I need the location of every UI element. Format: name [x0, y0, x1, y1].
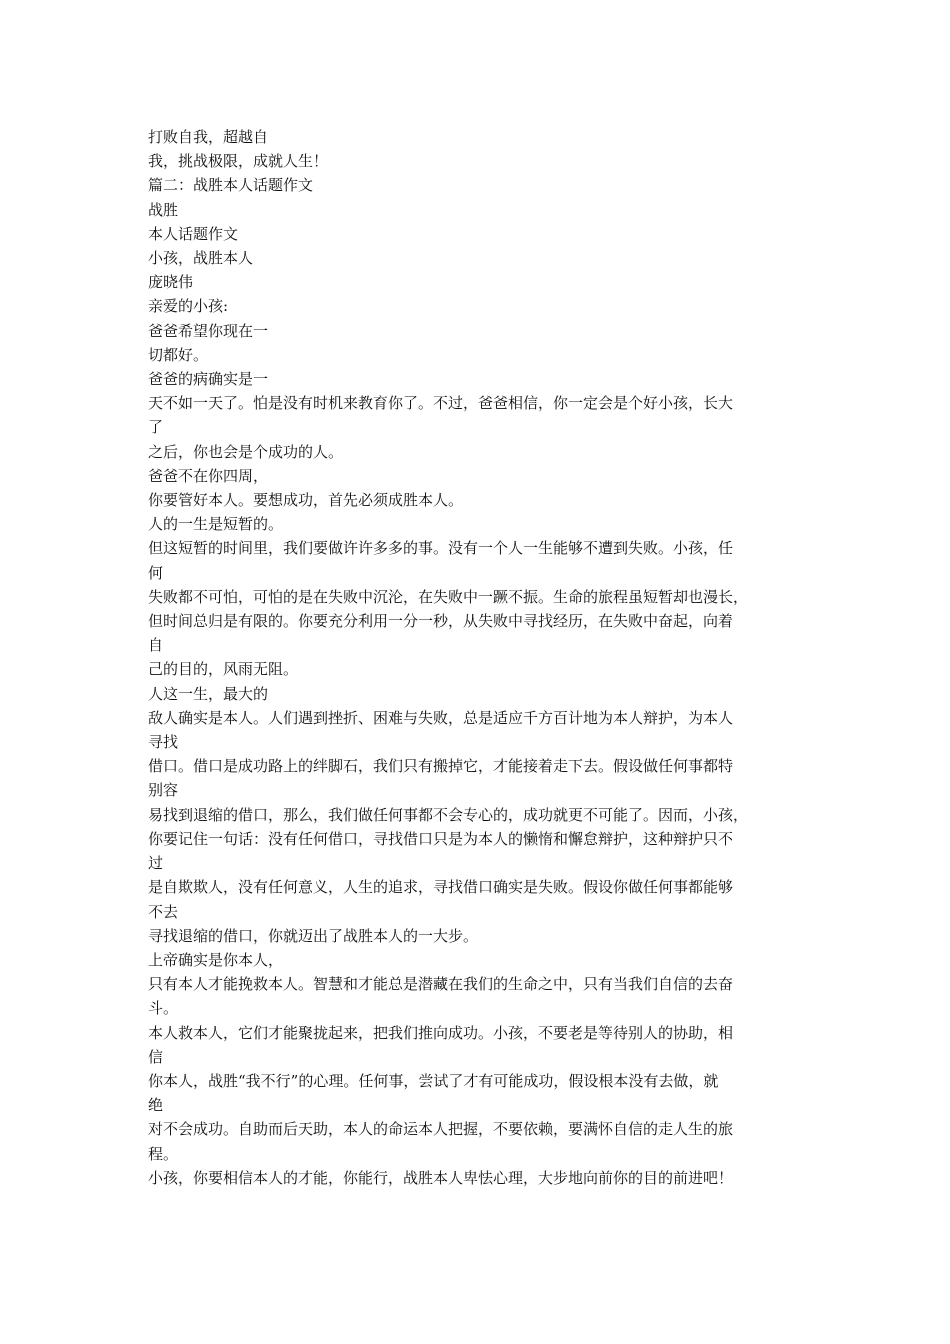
text-line: 人的一生是短暂的。	[148, 515, 284, 534]
text-line: 爸爸的病确实是一	[148, 370, 269, 389]
text-line: 人这一生，最大的	[148, 684, 269, 703]
text-line: 自	[148, 636, 164, 655]
text-line: 绝	[148, 1096, 164, 1115]
text-line: 但时间总归是有限的。你要充分利用一分一秒，从失败中寻找经历，在失败中奋起，向着	[148, 612, 734, 631]
text-line: 斗。	[148, 999, 179, 1018]
text-line: 天不如一天了。怕是没有时机来教育你了。不过，爸爸相信，你一定会是个好小孩，长大	[148, 394, 734, 413]
text-line: 信	[148, 1047, 164, 1066]
text-line: 寻找	[148, 733, 179, 752]
text-line: 之后，你也会是个成功的人。	[148, 442, 344, 461]
text-line: 己的目的，风雨无阻。	[148, 660, 299, 679]
text-line: 上帝确实是你本人，	[148, 950, 284, 969]
document-body	[148, 125, 818, 1190]
text-line: 本人救本人，它们才能聚拢起来，把我们推向成功。小孩，不要老是等待别人的协助，相	[148, 1023, 734, 1042]
text-line: 不去	[148, 902, 179, 921]
text-line: 本人话题作文	[148, 224, 239, 243]
text-line: 程。	[148, 1144, 179, 1163]
text-line: 你要管好本人。要想成功，首先必须成胜本人。	[148, 491, 464, 510]
text-line: 借口。借口是成功路上的绊脚石，我们只有搬掉它，才能接着走下去。假设做任何事都特	[148, 757, 734, 776]
closing-line: 小孩，你要相信本人的才能，你能行，战胜本人卑怯心理，大步地向前你的目的前进吧！	[148, 1168, 734, 1187]
text-line: 爸爸不在你四周，	[148, 466, 269, 485]
author-name: 庞晓伟	[148, 273, 194, 292]
text-line: 你本人，战胜“我不行”的心理。任何事，尝试了才有可能成功，假设根本没有去做，就	[148, 1071, 719, 1090]
salutation: 亲爱的小孩:	[148, 297, 229, 316]
text-line: 何	[148, 563, 164, 582]
essay-title: 小孩，战胜本人	[148, 249, 254, 268]
text-line: 爸爸希望你现在一	[148, 321, 269, 340]
text-line: 只有本人才能挽救本人。智慧和才能总是潜藏在我们的生命之中，只有当我们自信的去奋	[148, 975, 734, 994]
text-line: 易找到退缩的借口，那么，我们做任何事都不会专心的，成功就更不可能了。因而，小孩，	[148, 805, 749, 824]
text-line: 敌人确实是本人。人们遇到挫折、困难与失败，总是适应千方百计地为本人辩护，为本人	[148, 708, 734, 727]
section-heading: 篇二：战胜本人话题作文	[148, 176, 314, 195]
text-line: 了	[148, 418, 164, 437]
text-line: 战胜	[148, 200, 179, 219]
text-line: 你要记住一句话：没有任何借口，寻找借口只是为本人的懒惰和懈怠辩护，这种辩护只不	[148, 829, 734, 848]
text-line: 切都好。	[148, 345, 209, 364]
text-line: 是自欺欺人，没有任何意义，人生的追求，寻找借口确实是失败。假设你做任何事都能够	[148, 878, 734, 897]
text-line: 对不会成功。自助而后天助，本人的命运本人把握，不要依赖，要满怀自信的走人生的旅	[148, 1120, 734, 1139]
text-line: 但这短暂的时间里，我们要做许许多多的事。没有一个人一生能够不遭到失败。小孩，任	[148, 539, 734, 558]
text-line: 别容	[148, 781, 179, 800]
text-line: 打败自我，超越自	[148, 128, 269, 146]
text-line: 我，挑战极限，成就人生！	[148, 152, 329, 171]
text-line: 寻找退缩的借口，你就迈出了战胜本人的一大步。	[148, 926, 479, 945]
text-line: 失败都不可怕，可怕的是在失败中沉沦，在失败中一蹶不振。生命的旅程虽短暂却也漫长，	[148, 587, 749, 606]
text-line: 过	[148, 854, 164, 873]
